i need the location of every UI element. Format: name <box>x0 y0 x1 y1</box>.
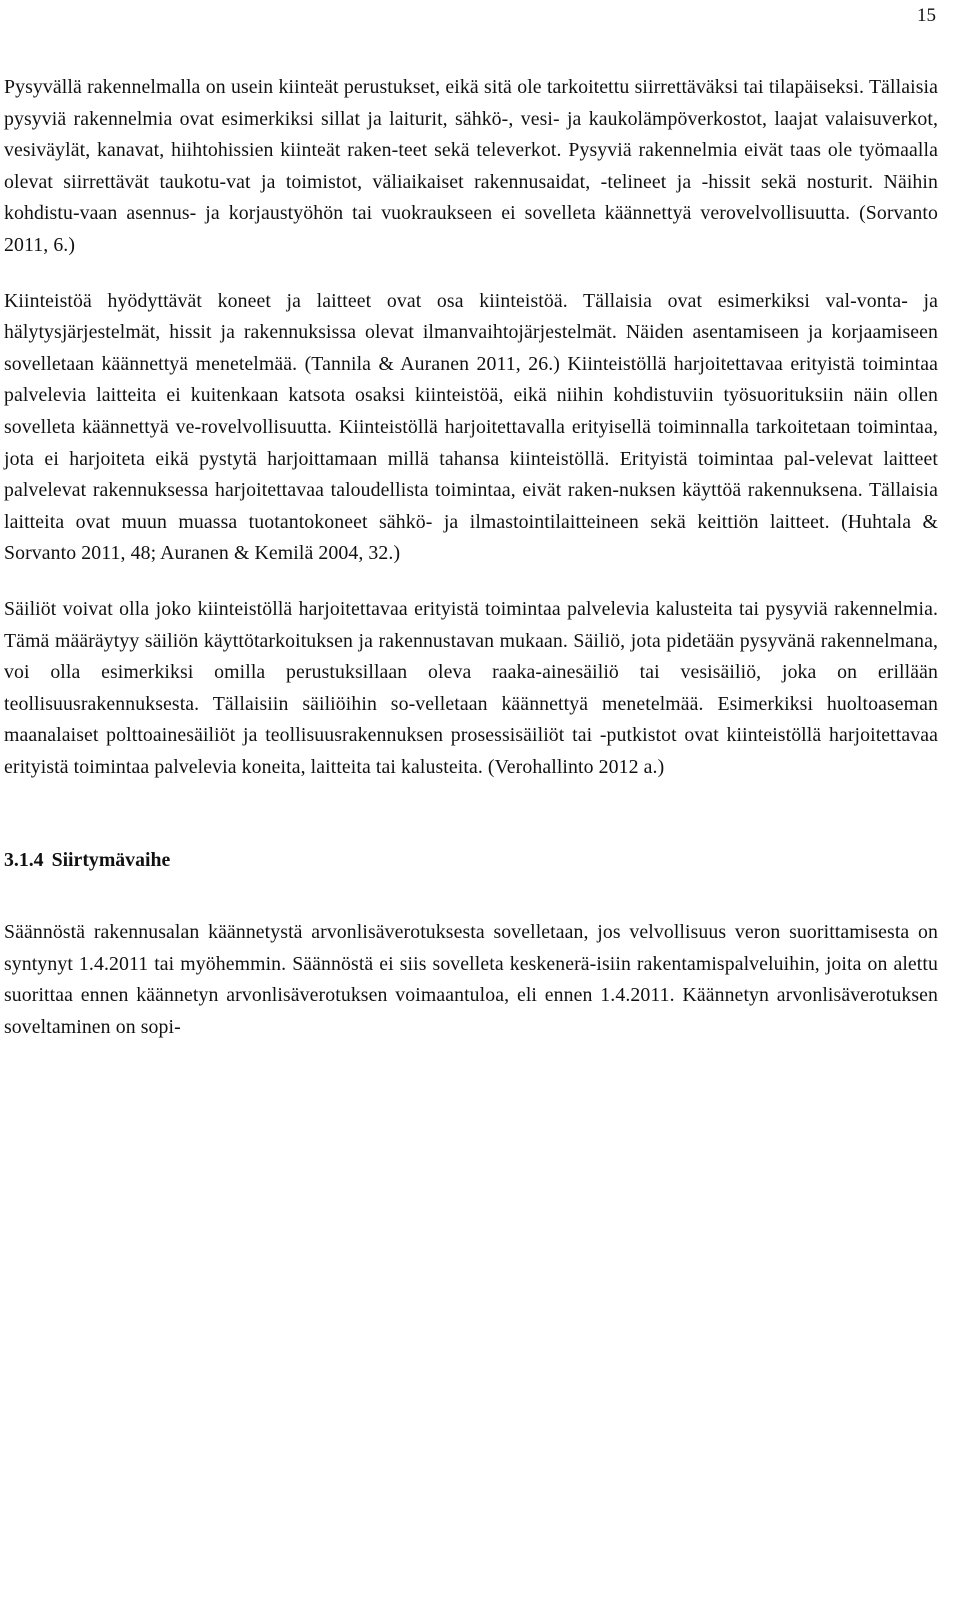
body-text <box>4 72 938 1043</box>
page-number: 15 <box>917 5 936 26</box>
paragraph-permanent-structures: Pysyvällä rakennelmalla on usein kiinteät perustukset, eikä sitä ole tarkoitettu siirrettäväksi tai tilapäiseksi. Tällaisia pysyviä rakennelmia ovat esimerkiksi sillat ja laiturit, sähkö-, vesi- ja kaukolämpöverkostot, laajat valaisuverkot, vesiväylät, kanavat, hiihtohissien kiinteät raken-teet sekä televerkot. Pysyviä rakennelmia eivät taas ole työmaalla olevat siirrettävät taukotu-vat ja toimistot, väliaikaiset rakennusaidat, -telineet ja -hissit sekä nosturit. Näihin kohdistu-vaan asennus- ja korjaustyöhön tai vuokraukseen ei sovelleta käännettyä verovelvollisuutta. (Sorvanto 2011, 6.) <box>4 76 938 256</box>
paragraph-tanks: Säiliöt voivat olla joko kiinteistöllä harjoitettavaa erityistä toimintaa palvelevia kalusteita tai pysyviä rakennelmia. Tämä määräytyy säiliön käyttötarkoituksen ja rakennustavan mukaan. Säiliö, jota pidetään pysyvänä rakennelmana, voi olla esimerkiksi omilla perustuksillaan oleva raaka-ainesäiliö tai vesisäiliö, joka on erillään teollisuusrakennuksesta. Tällaisiin säiliöihin so-velletaan käännettyä menetelmää. Esimerkiksi huoltoaseman maanalaiset polttoainesäiliöt ja teollisuusrakennuksen prosessisäiliöt tai -putkistot ovat kiinteistöllä harjoitettavaa erityistä toimintaa palvelevia koneita, laitteita tai kalusteita. (Verohallinto 2012 a.) <box>4 597 938 778</box>
paragraph-property-equipment: Kiinteistöä hyödyttävät koneet ja laitteet ovat osa kiinteistöä. Tällaisia ovat esimerkiksi val-vonta- ja hälytysjärjestelmät, hissit ja rakennuksissa olevat ilmanvaihtojärjestelmät. Näiden asentamiseen ja korjaamiseen sovelletaan käännettyä menetelmää. (Tannila & Auranen 2011, 26.) Kiinteistöllä harjoitettavaa erityistä toimintaa palvelevia laitteita ei kuitenkaan katsota osaksi kiinteistöä, eikä niihin kohdistuviin työsuorituksiin näin ollen sovelleta käännettyä ve-rovelvollisuutta. Kiinteistöllä harjoitettavalla erityisellä toiminnalla tarkoitetaan toimintaa, jota ei harjoiteta eikä pystytä harjoittamaan millä tahansa kiinteistöllä. Erityistä toimintaa pal-velevat laitteet palvelevat rakennuksessa harjoitettavaa taloudellista toimintaa, eivät raken-nuksen käyttöä rakennuksena. Tällaisia laitteita ovat muun muassa tuotantokoneet sähkö- ja ilmastointilaitteineen sekä keittiön laitteet. (Huhtala & Sorvanto 2011, 48; Auranen & Kemilä 2004, 32.) <box>4 289 938 565</box>
section-gap <box>4 783 938 845</box>
section-number: 3.1.4 <box>4 849 44 872</box>
section-title: Siirtymävaihe <box>51 849 171 872</box>
paragraph-gap <box>4 262 938 286</box>
paragraph-transition: Säännöstä rakennusalan käännetystä arvonlisäverotuksesta sovelletaan, jos velvollisuus veron suorittamisesta on syntynyt 1.4.2011 tai myöhemmin. Säännöstä ei siis sovelleta keskenerä-isiin rakentamispalveluihin, joita on alettu suorittaa ennen käännetyn arvonlisäverotuksen voimaantuloa, eli ennen 1.4.2011. Käännetyn arvonlisäverotuksen soveltaminen on sopi- <box>4 921 938 1038</box>
heading-gap <box>4 877 938 917</box>
paragraph-gap <box>4 570 938 594</box>
section-heading <box>4 845 938 877</box>
